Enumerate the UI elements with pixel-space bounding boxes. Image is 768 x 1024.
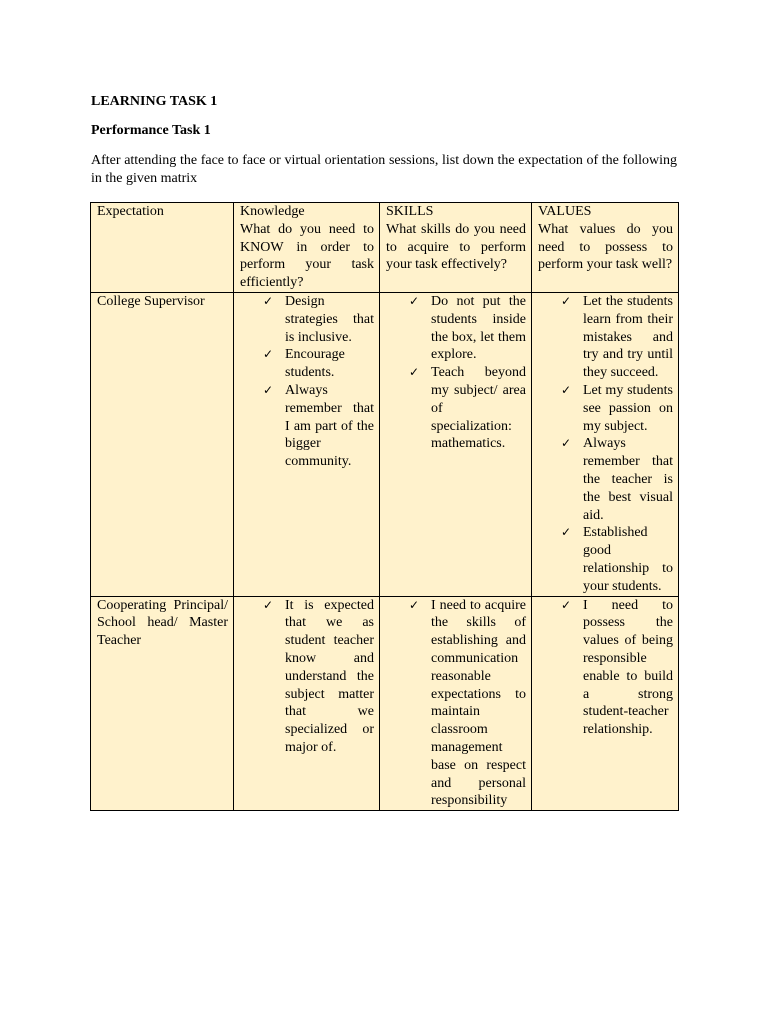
table-header-row xyxy=(91,203,679,293)
list-item: ✓ Always remember that the teacher is the best visual aid. xyxy=(561,436,673,523)
header-expectation xyxy=(91,203,234,293)
row-label-cell xyxy=(91,292,234,596)
check-mark-icon: ✓ xyxy=(263,382,274,397)
values-list xyxy=(538,597,673,739)
header-title: SKILLS xyxy=(386,204,434,219)
knowledge-cell xyxy=(234,596,380,811)
header-title: VALUES xyxy=(538,204,592,219)
knowledge-list xyxy=(240,597,374,757)
skills-list xyxy=(386,597,526,811)
row-label: Cooperating Principal/ School head/ Master Teacher xyxy=(97,597,228,649)
header-question: What do you need to KNOW in order to perform your task efficiently? xyxy=(240,221,374,291)
check-mark-icon: ✓ xyxy=(561,382,572,397)
values-cell xyxy=(532,596,679,811)
skills-cell xyxy=(380,292,532,596)
list-item: ✓ Let my students see passion on my subject. xyxy=(561,382,673,434)
table-row xyxy=(91,292,679,596)
header-title: Expectation xyxy=(97,204,164,219)
header-title: Knowledge xyxy=(240,204,305,219)
instructions-paragraph: After attending the face to face or virtual orientation sessions, list down the expectation of the following in the given matrix xyxy=(91,153,677,186)
document-subtitle: Performance Task 1 xyxy=(91,123,211,138)
row-label: College Supervisor xyxy=(97,293,205,309)
list-item: ✓ Teach beyond my subject/ area of specialization: mathematics. xyxy=(409,365,526,452)
list-item: ✓ Do not put the students inside the box, let them explore. xyxy=(409,293,526,363)
list-item: ✓ It is expected that we as student teacher know and understand the subject matter that we specialized or major of. xyxy=(263,597,374,755)
skills-cell xyxy=(380,596,532,811)
header-skills xyxy=(380,203,532,293)
values-cell xyxy=(532,292,679,596)
table-row xyxy=(91,596,679,811)
document-title: LEARNING TASK 1 xyxy=(91,94,218,109)
list-item: ✓ Established good relationship to your students. xyxy=(561,525,673,594)
check-mark-icon: ✓ xyxy=(263,597,274,612)
list-item: ✓ Let the students learn from their mistakes and try and try until they succeed. xyxy=(561,293,673,381)
knowledge-list xyxy=(240,293,374,471)
check-mark-icon: ✓ xyxy=(561,597,572,612)
check-mark-icon: ✓ xyxy=(561,293,572,308)
row-label-cell xyxy=(91,596,234,811)
header-knowledge xyxy=(234,203,380,293)
header-question: What values do you need to possess to perform your task well? xyxy=(538,221,673,273)
header-values xyxy=(532,203,679,293)
skills-list xyxy=(386,293,526,453)
check-mark-icon: ✓ xyxy=(409,597,420,612)
header-question: What skills do you need to acquire to perform your task effectively? xyxy=(386,221,526,273)
list-item: ✓ I need to acquire the skills of establishing and communication reasonable expectations to maintain classroom management base on respect and personal responsibility xyxy=(409,597,526,809)
list-item: ✓ Encourage students. xyxy=(263,347,345,381)
check-mark-icon: ✓ xyxy=(409,293,420,308)
check-mark-icon: ✓ xyxy=(409,365,420,380)
list-item: ✓ I need to possess the values of being responsible enable to build a strong student-teacher relationship. xyxy=(561,597,673,738)
check-mark-icon: ✓ xyxy=(561,525,572,540)
check-mark-icon: ✓ xyxy=(263,293,274,308)
check-mark-icon: ✓ xyxy=(263,347,274,362)
values-list xyxy=(538,293,673,596)
knowledge-cell xyxy=(234,292,380,596)
list-item: ✓ Always remember that I am part of the bigger community. xyxy=(263,382,374,470)
check-mark-icon: ✓ xyxy=(561,436,572,451)
list-item: ✓ Design strategies that is inclusive. xyxy=(263,293,374,345)
expectation-matrix xyxy=(90,202,679,811)
